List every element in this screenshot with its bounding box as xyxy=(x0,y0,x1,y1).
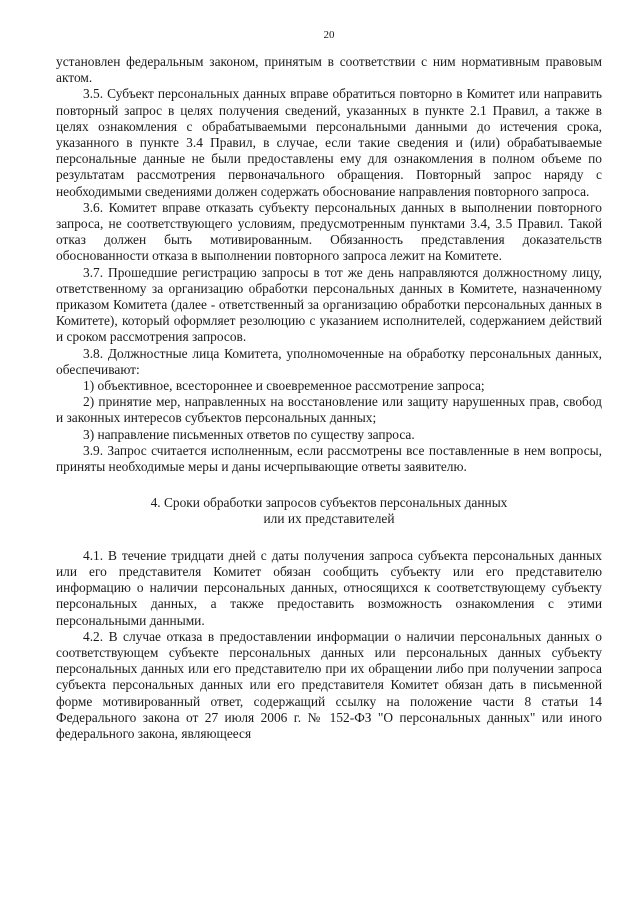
paragraph-3-6: 3.6. Комитет вправе отказать субъекту персональных данных в выполнении повторного запроса, не соответствующего условиям, предусмотренным пунктами 3.4, 3.5 Правил. Такой отказ должен быть мотивированным. Обязанность представления доказательств обоснованности отказа в выполнении повторного запроса лежит на Комитете. xyxy=(56,199,602,264)
paragraph-continuation: установлен федеральным законом, принятым в соответствии с ним нормативным правовым актом. xyxy=(56,54,602,86)
list-item-3-8-3: 3) направление письменных ответов по существу запроса. xyxy=(83,426,415,442)
section-heading-line-2: или их представителей xyxy=(263,511,395,527)
section-heading-line-1: 4. Сроки обработки запросов субъектов персональных данных xyxy=(150,495,508,511)
page-number: 20 xyxy=(323,29,335,41)
body-text-bottom xyxy=(56,548,602,742)
list-item-3-8-1: 1) объективное, всестороннее и своевременное рассмотрение запроса; xyxy=(83,378,485,394)
section-heading xyxy=(56,495,602,527)
body-text-top xyxy=(56,54,602,475)
list-item-3-8-2: 2) принятие мер, направленных на восстановление или защиту нарушенных прав, свобод и законных интересов субъектов персональных данных; xyxy=(56,394,602,426)
paragraph-3-9: 3.9. Запрос считается исполненным, если рассмотрены все поставленные в нем вопросы, приняты необходимые меры и даны исчерпывающие ответы заявителю. xyxy=(56,442,602,475)
paragraph-3-8: 3.8. Должностные лица Комитета, уполномоченные на обработку персональных данных, обеспечивают: xyxy=(56,345,602,377)
paragraph-3-7: 3.7. Прошедшие регистрацию запросы в тот же день направляются должностному лицу, ответственному за организацию обработки персональных данных в Комитете, назначенному приказом Комитета (далее - ответственный за организацию обработки персональных данных в Комитете), который оформляет резолюцию с указанием исполнителей, содержанием действий и сроком рассмотрения запросов. xyxy=(56,264,602,345)
paragraph-4-1: 4.1. В течение тридцати дней с даты получения запроса субъекта персональных данных или его представителя Комитет обязан сообщить субъекту или его представителю информацию о наличии персональных данных, относящихся к соответствующему субъекту персональных данных, а также предоставить возможность ознакомления с этими персональными данными. xyxy=(56,547,602,628)
paragraph-3-5: 3.5. Субъект персональных данных вправе обратиться повторно в Комитет или направить повторный запрос в целях получения сведений, указанных в пункте 2.1 Правил, а также в целях ознакомления с обрабатываемыми персональными данными до истечения срока, указанного в пункте 3.4 Правил, в случае, если такие сведения и (или) обрабатываемые персональные данные не были предоставлены ему для ознакомления в полном объеме по результатам рассмотрения первоначального обращения. Повторный запрос наряду с необходимыми сведениями должен содержать обоснование направления повторного запроса. xyxy=(56,86,602,199)
paragraph-4-2: 4.2. В случае отказа в предоставлении информации о наличии персональных данных о соответствующем субъекте персональных данных или персональных данных субъекту персональных данных или его представителю при их обращении либо при получении запроса субъекта персональных данных или его представителя Комитет обязан дать в письменной форме мотивированный ответ, содержащий ссылку на положение части 8 статьи 14 Федерального закона от 27 июля 2006 г. № 152-ФЗ "О персональных данных" или иного федерального закона, являющееся xyxy=(56,628,602,741)
